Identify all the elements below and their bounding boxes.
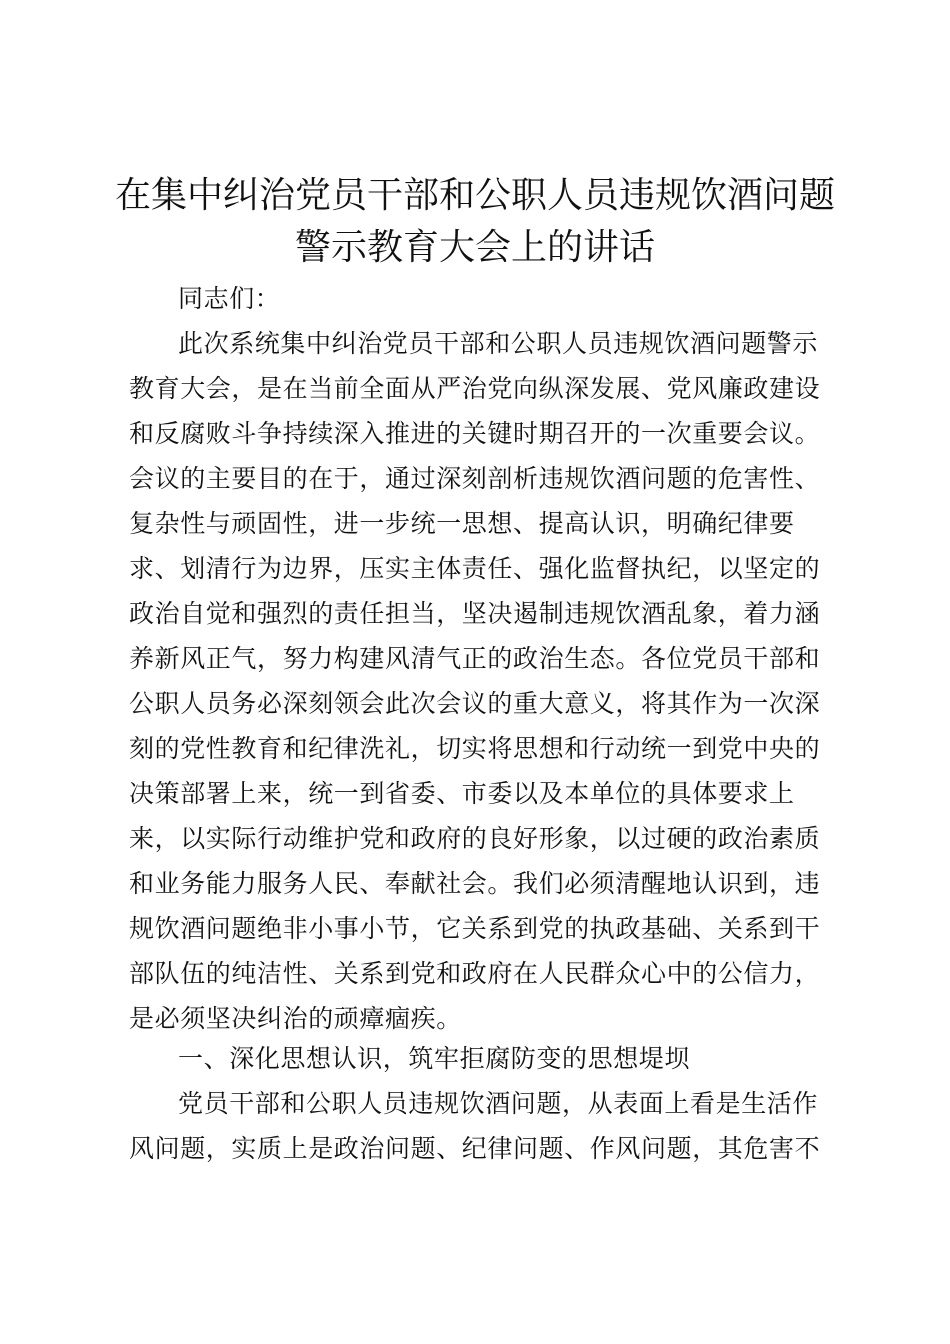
paragraph-1-line: 公职人员务必深刻领会此次会议的重大意义，将其作为一次深 xyxy=(129,689,821,718)
paragraph-1-line: 刻的党性教育和纪律洗礼，切实将思想和行动统一到党中央的 xyxy=(129,734,821,763)
paragraph-2-line: 党员干部和公职人员违规饮酒问题，从表面上看是生活作 xyxy=(178,1089,819,1118)
paragraph-1-line: 规饮酒问题绝非小事小节，它关系到党的执政基础、关系到干 xyxy=(129,914,821,943)
paragraph-1-line: 求、划清行为边界，压实主体责任、强化监督执纪，以坚定的 xyxy=(129,554,821,583)
paragraph-1-line: 和业务能力服务人民、奉献社会。我们必须清醒地认识到，违 xyxy=(129,869,821,898)
paragraph-1-line: 部队伍的纯洁性、关系到党和政府在人民群众心中的公信力， xyxy=(129,959,821,988)
document-title-line-1: 在集中纠治党员干部和公职人员违规饮酒问题 xyxy=(114,175,835,216)
paragraph-1-line: 决策部署上来，统一到省委、市委以及本单位的具体要求上 xyxy=(129,779,795,808)
paragraph-1-line: 政治自觉和强烈的责任担当，坚决遏制违规饮酒乱象，着力涵 xyxy=(129,599,821,628)
paragraph-1-line: 是必须坚决纠治的顽瘴痼疾。 xyxy=(129,1004,462,1033)
paragraph-1-line: 养新风正气，努力构建风清气正的政治生态。各位党员干部和 xyxy=(129,644,821,673)
document-title-line-2: 警示教育大会上的讲话 xyxy=(294,227,655,268)
salutation: 同志们： xyxy=(178,284,281,313)
paragraph-1-line: 会议的主要目的在于，通过深刻剖析违规饮酒问题的危害性、 xyxy=(129,464,821,493)
section-1-heading: 一、深化思想认识，筑牢拒腐防变的思想堤坝 xyxy=(178,1044,691,1073)
paragraph-1-line: 复杂性与顽固性，进一步统一思想、提高认识，明确纪律要 xyxy=(129,509,795,538)
paragraph-2-line: 风问题，实质上是政治问题、纪律问题、作风问题，其危害不 xyxy=(129,1134,821,1163)
paragraph-1-line: 和反腐败斗争持续深入推进的关键时期召开的一次重要会议。 xyxy=(129,419,821,448)
paragraph-1-line: 教育大会，是在当前全面从严治党向纵深发展、党风廉政建设 xyxy=(129,374,821,403)
paragraph-1-line: 来，以实际行动维护党和政府的良好形象，以过硬的政治素质 xyxy=(129,824,821,853)
paragraph-1-line: 此次系统集中纠治党员干部和公职人员违规饮酒问题警示 xyxy=(178,329,819,358)
